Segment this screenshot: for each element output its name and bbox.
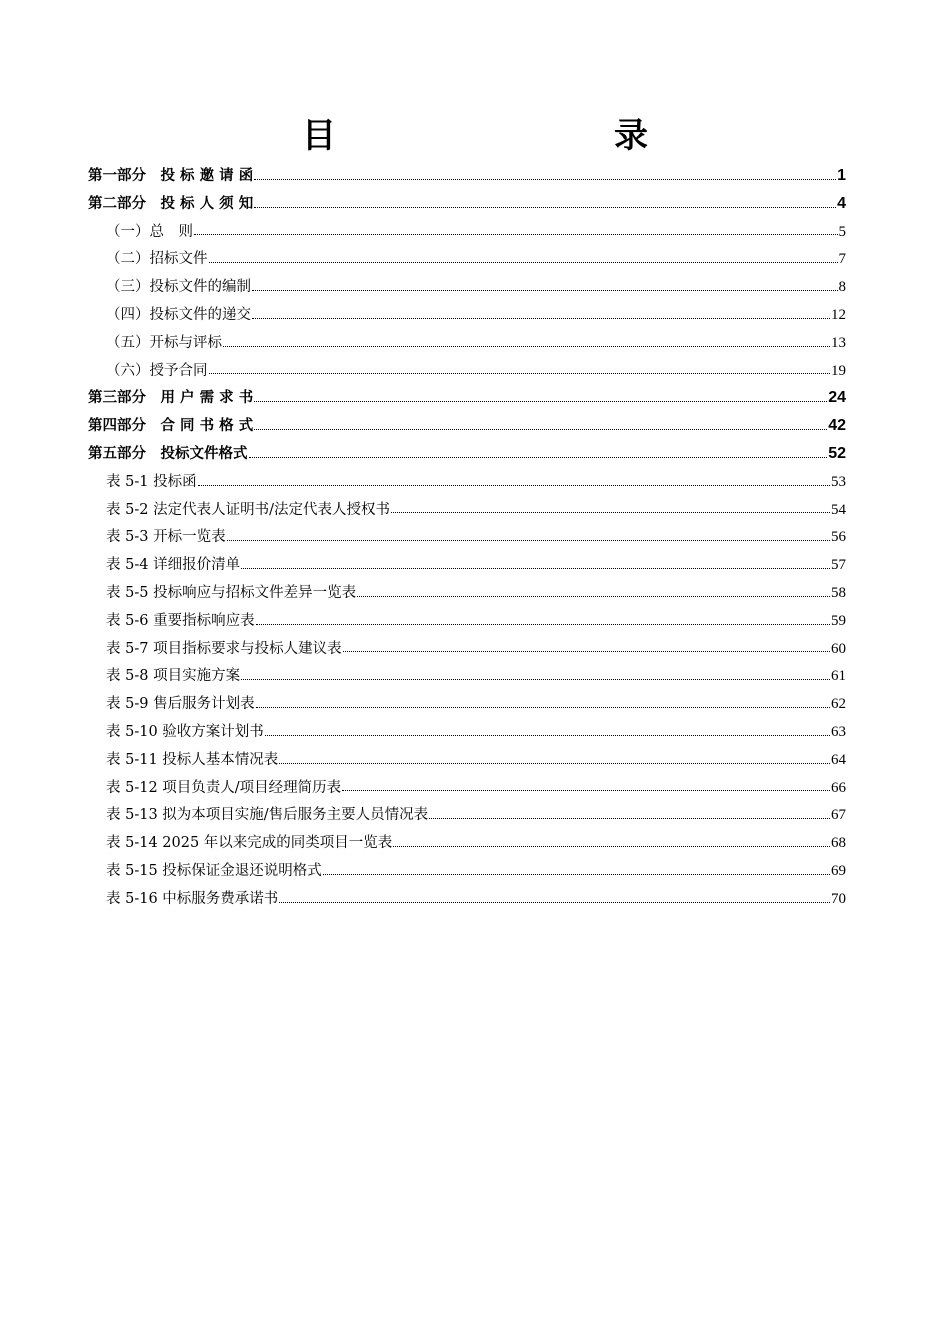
toc-entry-page-number: 70 xyxy=(831,890,846,907)
dot-leader xyxy=(254,206,836,208)
dot-leader xyxy=(209,261,838,263)
toc-sub-entry[interactable] xyxy=(88,887,846,915)
toc-entry-label: 表 5-4 详细报价清单 xyxy=(106,557,241,574)
toc-entry-label: （四）投标文件的递交 xyxy=(106,306,251,323)
dot-leader xyxy=(391,511,830,513)
toc-part-entry[interactable] xyxy=(88,414,846,442)
toc-entry-label: 表 5-5 投标响应与招标文件差异一览表 xyxy=(106,584,357,601)
toc-sub-entry[interactable] xyxy=(88,247,846,275)
toc-sub-entry[interactable] xyxy=(88,609,846,637)
dot-leader xyxy=(241,567,830,569)
toc-entry-label: 第三部分 用 户 需 求 书 xyxy=(88,390,254,407)
toc-entry-page-number: 8 xyxy=(838,279,846,296)
toc-part-entry[interactable] xyxy=(88,442,846,470)
dot-leader xyxy=(256,623,830,625)
toc-entry-page-number: 64 xyxy=(831,751,846,768)
dot-leader xyxy=(256,706,830,708)
toc-sub-entry[interactable] xyxy=(88,859,846,887)
dot-leader xyxy=(252,317,830,319)
toc-entry-page-number: 69 xyxy=(831,862,846,879)
dot-leader xyxy=(254,178,836,180)
dot-leader xyxy=(254,400,827,402)
dot-leader xyxy=(393,845,830,847)
toc-sub-entry[interactable] xyxy=(88,748,846,776)
toc-entry-page-number: 24 xyxy=(828,389,846,407)
toc-entry-page-number: 68 xyxy=(831,835,846,852)
toc-entry-page-number: 67 xyxy=(831,807,846,824)
toc-entry-page-number: 58 xyxy=(831,584,846,601)
toc-part-entry[interactable] xyxy=(88,386,846,414)
toc-entry-label: 表 5-14 2025 年以来完成的同类项目一览表 xyxy=(106,835,393,852)
toc-entry-page-number: 63 xyxy=(831,723,846,740)
toc-entry-label: 表 5-13 拟为本项目实施/售后服务主要人员情况表 xyxy=(106,807,429,824)
toc-sub-entry[interactable] xyxy=(88,720,846,748)
dot-leader xyxy=(194,233,838,235)
toc-sub-entry[interactable] xyxy=(88,776,846,804)
toc-part-entry[interactable] xyxy=(88,164,846,192)
dot-leader xyxy=(252,289,838,291)
toc-part-entry[interactable] xyxy=(88,192,846,220)
toc-entry-page-number: 13 xyxy=(831,334,846,351)
dot-leader xyxy=(357,595,830,597)
toc-sub-entry[interactable] xyxy=(88,498,846,526)
toc-entry-label: 表 5-16 中标服务费承诺书 xyxy=(106,890,279,907)
toc-entry-label: （六）授予合同 xyxy=(106,362,208,379)
toc-sub-entry[interactable] xyxy=(88,581,846,609)
table-of-contents xyxy=(88,164,846,915)
toc-entry-label: 表 5-7 项目指标要求与投标人建议表 xyxy=(106,640,342,657)
dot-leader xyxy=(429,817,830,819)
dot-leader xyxy=(254,428,827,430)
toc-entry-label: 表 5-15 投标保证金退还说明格式 xyxy=(106,862,322,879)
toc-entry-page-number: 52 xyxy=(828,444,846,462)
dot-leader xyxy=(198,484,830,486)
toc-sub-entry[interactable] xyxy=(88,803,846,831)
dot-leader xyxy=(265,734,830,736)
toc-sub-entry[interactable] xyxy=(88,692,846,720)
toc-entry-page-number: 54 xyxy=(831,501,846,518)
dot-leader xyxy=(279,762,830,764)
toc-sub-entry[interactable] xyxy=(88,831,846,859)
toc-entry-label: 表 5-12 项目负责人/项目经理简历表 xyxy=(106,779,342,796)
toc-entry-label: 第二部分 投 标 人 须 知 xyxy=(88,195,254,212)
dot-leader xyxy=(227,539,830,541)
toc-entry-page-number: 57 xyxy=(831,557,846,574)
toc-entry-page-number: 60 xyxy=(831,640,846,657)
toc-entry-label: 第四部分 合 同 书 格 式 xyxy=(88,418,254,435)
toc-entry-label: 表 5-10 验收方案计划书 xyxy=(106,723,264,740)
dot-leader xyxy=(249,456,828,458)
toc-entry-label: 表 5-9 售后服务计划表 xyxy=(106,696,255,713)
toc-sub-entry[interactable] xyxy=(88,525,846,553)
toc-entry-label: （一）总 则 xyxy=(106,223,193,240)
toc-entry-label: 表 5-8 项目实施方案 xyxy=(106,668,241,685)
toc-entry-label: （二）招标文件 xyxy=(106,251,208,268)
dot-leader xyxy=(279,901,830,903)
toc-sub-entry[interactable] xyxy=(88,637,846,665)
toc-entry-label: 第一部分 投 标 邀 请 函 xyxy=(88,168,254,184)
toc-entry-label: （五）开标与评标 xyxy=(106,334,222,351)
dot-leader xyxy=(241,678,830,680)
toc-entry-label: 第五部分 投标文件格式 xyxy=(88,445,248,462)
toc-entry-page-number: 5 xyxy=(838,223,846,240)
dot-leader xyxy=(323,873,830,875)
toc-entry-page-number: 1 xyxy=(837,167,846,184)
toc-entry-label: 表 5-6 重要指标响应表 xyxy=(106,612,255,629)
dot-leader xyxy=(223,345,830,347)
toc-entry-page-number: 62 xyxy=(831,696,846,713)
toc-entry-page-number: 19 xyxy=(831,362,846,379)
toc-entry-page-number: 59 xyxy=(831,612,846,629)
toc-sub-entry[interactable] xyxy=(88,553,846,581)
toc-entry-label: （三）投标文件的编制 xyxy=(106,279,251,296)
toc-entry-page-number: 56 xyxy=(831,529,846,546)
toc-sub-entry[interactable] xyxy=(88,275,846,303)
toc-sub-entry[interactable] xyxy=(88,470,846,498)
page-title: 目 录 xyxy=(302,116,718,156)
toc-entry-page-number: 12 xyxy=(831,306,846,323)
dot-leader xyxy=(209,372,831,374)
toc-sub-entry[interactable] xyxy=(88,220,846,248)
toc-entry-page-number: 42 xyxy=(828,417,846,435)
toc-entry-page-number: 4 xyxy=(837,194,846,212)
toc-sub-entry[interactable] xyxy=(88,664,846,692)
toc-sub-entry[interactable] xyxy=(88,359,846,387)
toc-entry-page-number: 53 xyxy=(831,473,846,490)
dot-leader xyxy=(342,789,830,791)
toc-entry-label: 表 5-1 投标函 xyxy=(106,473,197,490)
toc-entry-label: 表 5-3 开标一览表 xyxy=(106,529,226,546)
toc-entry-page-number: 66 xyxy=(831,779,846,796)
dot-leader xyxy=(343,650,830,652)
toc-entry-label: 表 5-2 法定代表人证明书/法定代表人授权书 xyxy=(106,501,390,518)
toc-sub-entry[interactable] xyxy=(88,303,846,331)
toc-entry-label: 表 5-11 投标人基本情况表 xyxy=(106,751,279,768)
toc-sub-entry[interactable] xyxy=(88,331,846,359)
toc-entry-page-number: 7 xyxy=(838,251,846,268)
toc-entry-page-number: 61 xyxy=(831,668,846,685)
